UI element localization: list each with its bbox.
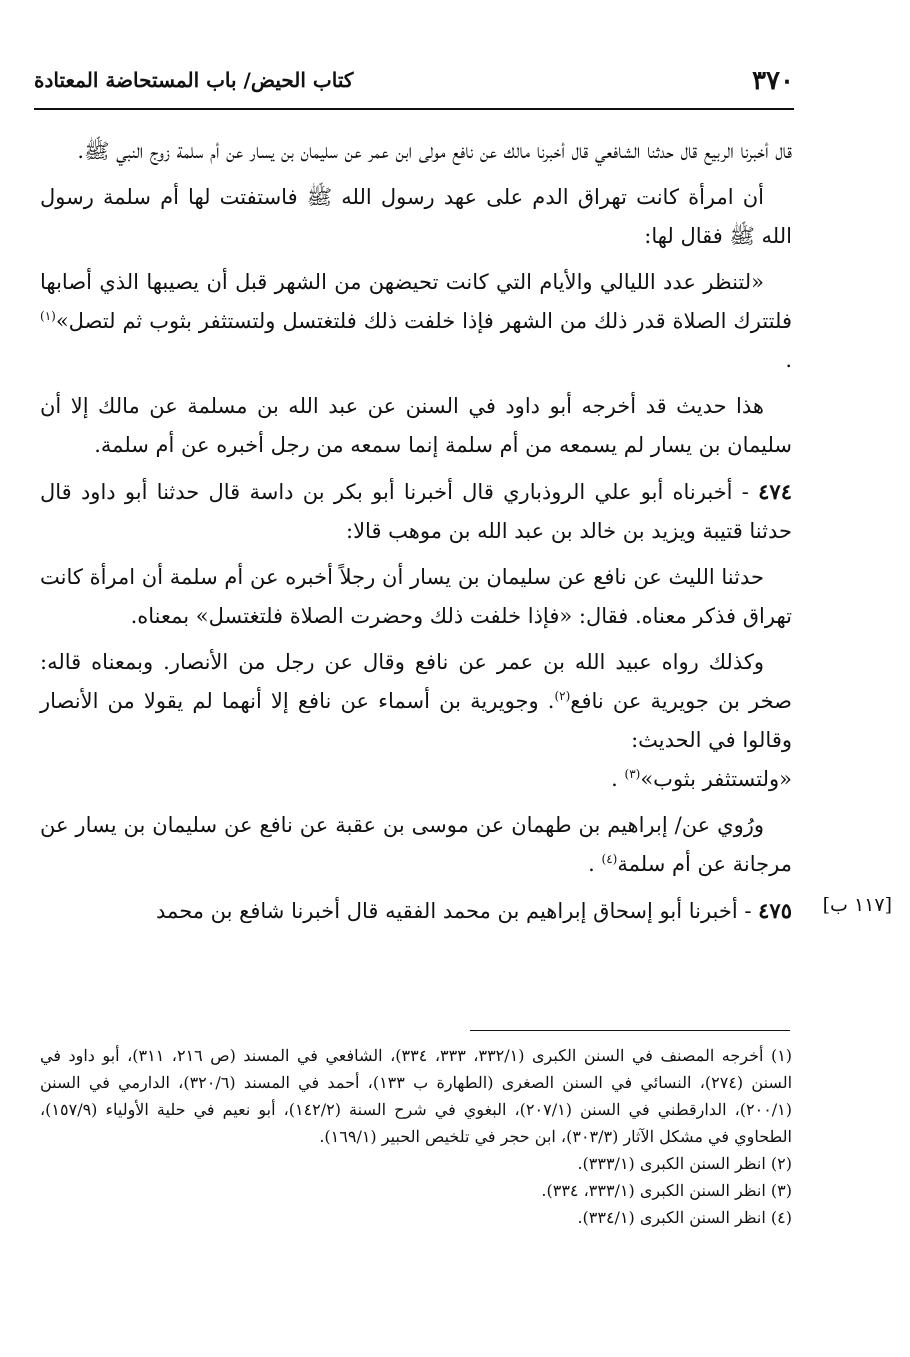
footnote-ref: (٣) xyxy=(624,767,641,781)
hadith-number: ٤٧٥ xyxy=(758,898,792,923)
footnote: (٢) انظر السنن الكبرى (٣٣٣/١). xyxy=(577,1154,792,1173)
paragraph: حدثنا الليث عن نافع عن سليمان بن يسار أن رجلاً أخبره عن أم سلمة أن امرأة كانت تهراق فذكر معناه. فقال: «فإذا خلفت ذلك وحضرت الصلاة فلتغتسل» بمعناه. xyxy=(40,565,792,628)
paragraph: ورُوي عن/ إبراهيم بن طهمان عن موسى بن عقبة عن نافع عن سليمان بن يسار عن مرجانة عن أم سلمة$^{(٤)}$ . xyxy=(40,813,792,876)
paragraph: وكذلك رواه عبيد الله بن عمر عن نافع وقال عن رجل من الأنصار. وبمعناه قاله: صخر بن جويرية عن نافع$^{(٢)}$. وجويرية بن أسماء عن نافع إلا أنهما لم يقولا من الأنصار وقالوا في الحديث: «ولتستثفر بثوب»$^{(٣)}$ . xyxy=(40,650,792,791)
paragraph-text: «لتنظر عدد الليالي والأيام التي كانت تحيضهن من الشهر قبل أن يصيبها الذي أصابها فلتترك الصلاة قدر ذلك من الشهر فإذا خلفت ذلك فلتغتسل ولتستثفر بثوب ثم لتصل» xyxy=(40,270,792,333)
footnotes xyxy=(40,1042,792,1231)
footnote-ref: (٤) xyxy=(601,852,618,866)
footnote: (٤) انظر السنن الكبرى (٣٣٤/١). xyxy=(577,1208,792,1227)
paragraph: أن امرأة كانت تهراق الدم على عهد رسول الله ﷺ فاستفتت لها أم سلمة رسول الله ﷺ فقال لها: xyxy=(40,185,792,248)
footnote: (٣) انظر السنن الكبرى (٣٣٣/١، ٣٣٤). xyxy=(541,1181,792,1200)
running-title: كتاب الحيض/ باب المستحاضة المعتادة xyxy=(34,68,354,92)
paragraph-text: - أخبرنا أبو إسحاق إبراهيم بن محمد الفقيه قال أخبرنا شافع بن محمد xyxy=(156,899,752,923)
page-number: ٣٧٠ xyxy=(752,66,794,96)
manuscript-folio-note: [١١٧ ب] xyxy=(822,894,892,916)
footnote-ref: (١) xyxy=(40,309,56,323)
paragraph xyxy=(40,891,792,931)
paragraph-text: . وجويرية بن أسماء عن نافع إلا أنهما لم يقولا من الأنصار وقالوا في الحديث: xyxy=(40,689,792,752)
hadith-number: ٤٧٤ xyxy=(758,479,792,504)
quote-text: «ولتستثفر بثوب» xyxy=(640,767,792,791)
page-header xyxy=(34,66,794,106)
paragraph-text: ورُوي عن/ إبراهيم بن طهمان عن موسى بن عقبة عن نافع عن سليمان بن يسار عن مرجانة عن أم سلمة xyxy=(40,813,792,876)
paragraph: قال أخبرنا الربيع قال حدثنا الشافعي قال أخبرنا مالك عن نافع مولى ابن عمر عن سليمان بن يسار عن أم سلمة زوج النبي ﷺ. xyxy=(77,139,792,163)
footnote-ref: (٢) xyxy=(554,689,571,703)
paragraph-text: وكذلك رواه عبيد الله بن عمر عن نافع وقال عن رجل من الأنصار. وبمعناه قاله: صخر بن جويرية عن نافع xyxy=(40,650,792,713)
main-text xyxy=(40,132,792,938)
paragraph xyxy=(40,472,792,551)
footnote: (١) أخرجه المصنف في السنن الكبرى (٣٣٢/١، ٣٣٣، ٣٣٤)، الشافعي في المسند (ص ٢١٦، ٣١١)، أبو داود في السنن (٢٧٤)، النسائي في السنن الصغرى (الطهارة ب ١٣٣)، أحمد في المسند (٣٢٠/٦)، الدارمي في السنن (٢٠٠/١)، الدارقطني في السنن (٢٠٧/١)، البغوي في شرح السنة (١٤٢/٢)، أبو نعيم في حلية الأولياء (١٥٧/٩)، الطحاوي في مشكل الآثار (٣٠٣/٣)، ابن حجر في تلخيص الحبير (١٦٩/١). xyxy=(40,1046,793,1146)
paragraph-text: - أخبرناه أبو علي الروذباري قال أخبرنا أبو بكر بن داسة قال حدثنا أبو داود قال حدثنا قتيبة ويزيد بن خالد بن عبد الله بن موهب قالا: xyxy=(40,480,792,543)
header-rule xyxy=(34,108,794,110)
paragraph: «لتنظر عدد الليالي والأيام التي كانت تحيضهن من الشهر قبل أن يصيبها الذي أصابها فلتترك الصلاة قدر ذلك من الشهر فإذا خلفت ذلك فلتغتسل ولتستثفر بثوب ثم لتصل»$^{(١)}$ . xyxy=(40,270,792,372)
footnote-rule xyxy=(470,1030,790,1031)
paragraph: هذا حديث قد أخرجه أبو داود في السنن عن عبد الله بن مسلمة عن مالك إلا أن سليمان بن يسار لم يسمعه من أم سلمة إنما سمعه من رجل أخبره عن أم سلمة. xyxy=(40,394,792,457)
